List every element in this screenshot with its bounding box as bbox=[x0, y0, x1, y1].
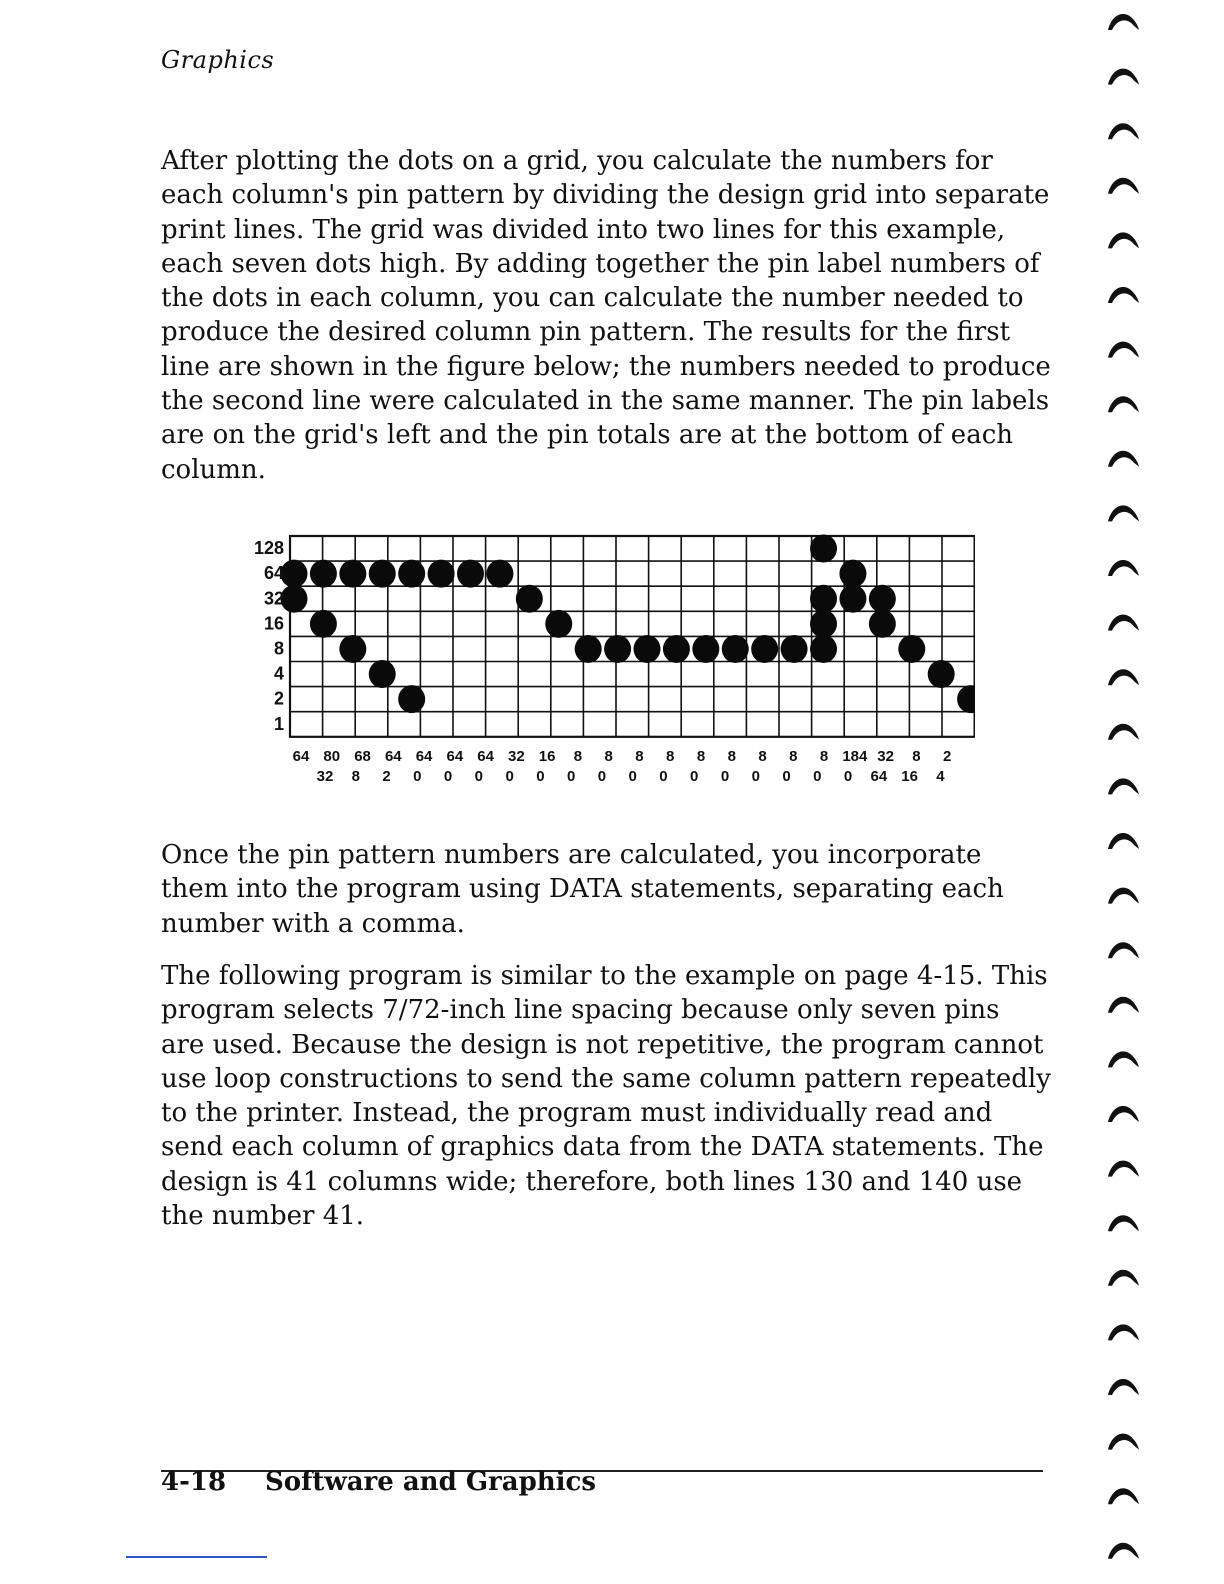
page-footer bbox=[161, 1467, 596, 1497]
plotted-dot bbox=[898, 635, 925, 663]
plotted-dot bbox=[751, 635, 778, 663]
plotted-dot bbox=[692, 635, 719, 663]
pin-total-row2: 64 bbox=[870, 767, 888, 785]
binding-ring bbox=[1108, 888, 1139, 904]
binding-ring bbox=[1108, 778, 1139, 794]
plotted-dot bbox=[281, 560, 308, 588]
binding-ring bbox=[1108, 942, 1139, 958]
pin-label: 32 bbox=[263, 588, 284, 609]
pin-total-row1: 64 bbox=[415, 747, 433, 765]
binding-ring bbox=[1108, 342, 1139, 358]
pin-total-row1: 184 bbox=[842, 747, 868, 765]
plotted-dot bbox=[339, 635, 366, 663]
plotted-dot bbox=[604, 635, 631, 663]
pin-pattern-grid-figure bbox=[230, 526, 975, 796]
pin-total-row1: 8 bbox=[635, 747, 644, 765]
pin-total-row1: 8 bbox=[727, 747, 736, 765]
binding-ring bbox=[1108, 1215, 1139, 1231]
binding-ring bbox=[1108, 669, 1139, 685]
pin-total-row2: 0 bbox=[813, 767, 822, 785]
pin-label: 1 bbox=[273, 713, 284, 734]
page-number: 4-18 bbox=[161, 1467, 227, 1497]
binding-ring bbox=[1108, 178, 1139, 194]
pin-total-row1: 80 bbox=[323, 747, 341, 765]
binding-ring bbox=[1108, 232, 1139, 248]
pin-total-row2: 4 bbox=[936, 767, 945, 785]
plotted-dot bbox=[928, 660, 955, 688]
pin-total-row2: 0 bbox=[536, 767, 545, 785]
binding-ring bbox=[1108, 1051, 1139, 1067]
pin-total-row1: 16 bbox=[538, 747, 556, 765]
pin-total-row1: 8 bbox=[789, 747, 798, 765]
pin-label: 128 bbox=[253, 538, 284, 559]
plotted-dot bbox=[810, 610, 837, 638]
plotted-dot bbox=[457, 560, 484, 588]
pin-total-row1: 8 bbox=[758, 747, 767, 765]
section-title: Software and Graphics bbox=[265, 1467, 596, 1497]
binding-ring bbox=[1108, 997, 1139, 1013]
pin-total-row2: 0 bbox=[628, 767, 637, 785]
plotted-dot bbox=[839, 585, 866, 613]
plotted-dot bbox=[398, 560, 425, 588]
program-description-paragraph: The following program is similar to the example on page 4-15. This program selects 7/72-inch line spacing because only seven pins are used. Because the design is not repetitive, the program cannot use loop constructions to send the same column pattern repeatedly to the printer. Instead, the program must individually read and send each column of graphics data from the DATA statements. The design is 41 columns wide; therefore, both lines 130 and 140 use the number 41. bbox=[161, 961, 1051, 1232]
intro-paragraph: After plotting the dots on a grid, you calculate the numbers for each column's pin pattern by dividing the design grid into separate print lines. The grid was divided into two lines for this example, each seven dots high. By adding together the pin label numbers of the dots in each column, you can calculate the number needed to produce the desired column pin pattern. The results for the first line are shown in the figure below; the numbers needed to produce the second line were calculated in the same manner. The pin labels are on the grid's left and the pin totals are at the bottom of each column. bbox=[161, 146, 1051, 485]
pin-total-row2: 8 bbox=[351, 767, 360, 785]
binding-ring bbox=[1108, 615, 1139, 631]
binding-ring bbox=[1108, 833, 1139, 849]
plotted-dot bbox=[281, 585, 308, 613]
plotted-dot bbox=[722, 635, 749, 663]
spiral-binding-icon bbox=[1098, 0, 1158, 1584]
plotted-dot bbox=[310, 560, 337, 588]
pin-total-row2: 0 bbox=[505, 767, 514, 785]
pin-total-row1: 32 bbox=[877, 747, 894, 765]
pin-total-row1: 64 bbox=[384, 747, 402, 765]
pin-total-row2: 0 bbox=[782, 767, 791, 785]
binding-ring bbox=[1108, 560, 1139, 576]
binding-ring bbox=[1108, 1543, 1139, 1559]
binding-ring bbox=[1108, 1379, 1139, 1395]
pin-total-row2: 0 bbox=[443, 767, 453, 785]
binding-ring bbox=[1108, 396, 1139, 412]
pin-label: 64 bbox=[263, 563, 284, 584]
binding-ring bbox=[1108, 1324, 1139, 1340]
pin-total-row1: 64 bbox=[446, 747, 464, 765]
binding-ring bbox=[1108, 1161, 1139, 1177]
pin-total-row1: 8 bbox=[912, 747, 921, 765]
plotted-dot bbox=[369, 560, 396, 588]
pin-label: 4 bbox=[273, 663, 284, 684]
pin-total-row2: 32 bbox=[316, 767, 334, 785]
plotted-dot bbox=[369, 660, 396, 688]
plotted-dot bbox=[869, 585, 896, 613]
pin-total-row2: 0 bbox=[413, 767, 422, 785]
binding-ring bbox=[1108, 1106, 1139, 1122]
plotted-dot bbox=[339, 560, 366, 588]
pin-total-row1: 68 bbox=[354, 747, 371, 765]
binding-ring bbox=[1108, 724, 1139, 740]
pin-label: 8 bbox=[273, 638, 284, 659]
binding-ring bbox=[1108, 69, 1139, 85]
plotted-dot bbox=[957, 685, 975, 713]
pin-total-row2: 0 bbox=[843, 767, 853, 785]
plotted-dot bbox=[839, 560, 866, 588]
binding-ring bbox=[1108, 1270, 1139, 1286]
pin-total-row2: 0 bbox=[751, 767, 760, 785]
binding-ring bbox=[1108, 123, 1139, 139]
bottom-link-bar bbox=[126, 1556, 267, 1558]
data-statements-paragraph: Once the pin pattern numbers are calculated, you incorporate them into the program using DATA statements, separating each number with a comma. bbox=[161, 840, 1004, 939]
plotted-dot bbox=[781, 635, 808, 663]
pin-total-row1: 8 bbox=[696, 747, 706, 765]
pin-total-row1: 64 bbox=[477, 747, 494, 765]
pin-total-row1: 2 bbox=[942, 747, 952, 765]
pin-total-row1: 32 bbox=[508, 747, 525, 765]
pin-label: 2 bbox=[273, 688, 284, 709]
plotted-dot bbox=[398, 685, 425, 713]
plotted-dot bbox=[545, 610, 572, 638]
binding-ring bbox=[1108, 1434, 1139, 1450]
plotted-dot bbox=[575, 635, 602, 663]
plotted-dot bbox=[810, 535, 837, 563]
plotted-dot bbox=[428, 560, 455, 588]
pin-label: 16 bbox=[263, 613, 284, 634]
pin-total-row1: 8 bbox=[573, 747, 583, 765]
pin-totals bbox=[293, 748, 952, 785]
pin-total-row1: 64 bbox=[292, 747, 310, 765]
binding-ring bbox=[1108, 505, 1139, 521]
pin-total-row2: 16 bbox=[901, 767, 918, 785]
plotted-dot bbox=[663, 635, 690, 663]
pin-total-row2: 0 bbox=[690, 767, 699, 785]
pin-total-row1: 8 bbox=[604, 747, 613, 765]
plotted-dot bbox=[486, 560, 513, 588]
plotted-dot bbox=[634, 635, 661, 663]
running-header: Graphics bbox=[161, 46, 275, 74]
plotted-dot bbox=[810, 635, 837, 663]
pin-total-row2: 0 bbox=[597, 767, 607, 785]
pin-total-row2: 0 bbox=[659, 767, 668, 785]
binding-ring bbox=[1108, 287, 1139, 303]
plotted-dot bbox=[516, 585, 543, 613]
binding-ring bbox=[1108, 451, 1139, 467]
pin-total-row2: 0 bbox=[720, 767, 730, 785]
pin-total-row2: 0 bbox=[474, 767, 484, 785]
pin-total-row2: 2 bbox=[382, 767, 391, 785]
binding-ring bbox=[1108, 1488, 1139, 1504]
plotted-dot bbox=[310, 610, 337, 638]
pin-total-row1: 8 bbox=[819, 747, 829, 765]
binding-ring bbox=[1108, 14, 1139, 30]
plotted-dot bbox=[869, 610, 896, 638]
plotted-dot bbox=[810, 585, 837, 613]
pin-total-row2: 0 bbox=[566, 767, 576, 785]
pin-labels bbox=[254, 538, 284, 734]
pin-total-row1: 8 bbox=[666, 747, 675, 765]
